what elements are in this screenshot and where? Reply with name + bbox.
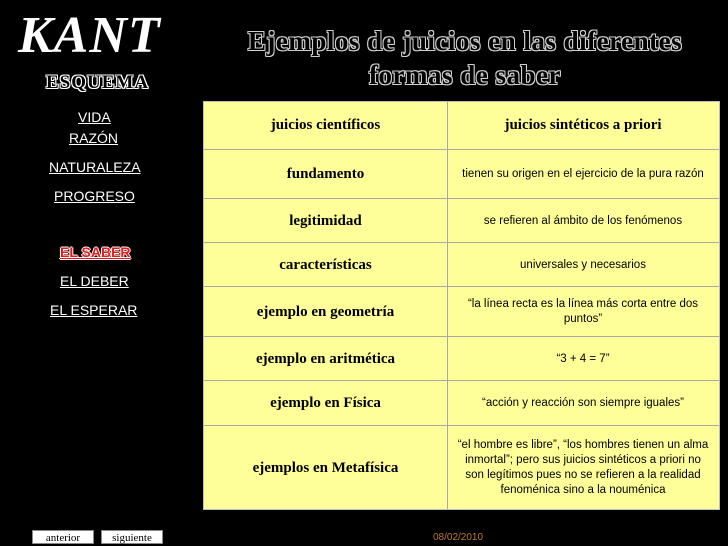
nav-razon[interactable]: RAZÓN [69,130,118,146]
table-row [204,425,719,510]
row-value: tienen su origen en el ejercicio de la pura razón [462,168,704,180]
sidebar [0,0,197,546]
row-value: “acción y reacción son siempre iguales” [482,397,684,409]
row-value: juicios sintéticos a priori [504,117,662,133]
row-label: legitimidad [289,212,362,229]
table-row [204,102,719,149]
title-line-2: formas de saber [369,60,561,90]
nav-progreso[interactable]: PROGRESO [54,188,135,204]
nav-el-deber[interactable]: EL DEBER [60,273,129,289]
row-label: ejemplo en aritmética [255,350,396,367]
next-button[interactable]: siguiente [101,530,163,544]
nav-vida[interactable]: VIDA [78,109,111,125]
nav-naturaleza[interactable]: NATURALEZA [49,159,141,175]
row-value: “3 + 4 = 7” [556,352,610,365]
date-label: 08/02/2010 [433,532,484,543]
nav-el-esperar[interactable]: EL ESPERAR [50,302,138,318]
row-label: juicios científicos [270,117,381,133]
table-row [204,149,719,199]
table-row [204,336,719,381]
table-row [204,242,719,287]
table-row [204,198,719,243]
table-row [204,380,719,426]
subtitle-esquema: ESQUEMA [46,72,150,93]
row-label: ejemplo en Física [270,395,381,411]
page-title [222,24,708,92]
nav-el-saber[interactable]: EL SABER [60,244,131,260]
row-label: ejemplos en Metafísica [252,459,399,476]
row-value: se refieren al ámbito de los fenómenos [483,214,683,227]
row-label: características [279,256,372,273]
row-label: fundamento [286,166,365,182]
juicios-table [203,101,720,510]
title-line-1: Ejemplos de juicios en las diferentes [247,26,683,56]
row-value: “la línea recta es la línea más corta entre dos puntos” [467,298,699,325]
row-value: universales y necesarios [520,258,646,271]
row-label: ejemplo en geometría [256,303,395,320]
logo-kant: KANT [18,7,161,64]
prev-button[interactable]: anterior [32,530,94,544]
row-value: “el hombre es libre”, “los hombres tienen un alma inmortal”; pero sus juicios sintéticos a priori no son legítimos pues no se refieren a la realidad fenoménica sino a la nouménica [457,439,709,496]
table-row [204,286,719,337]
